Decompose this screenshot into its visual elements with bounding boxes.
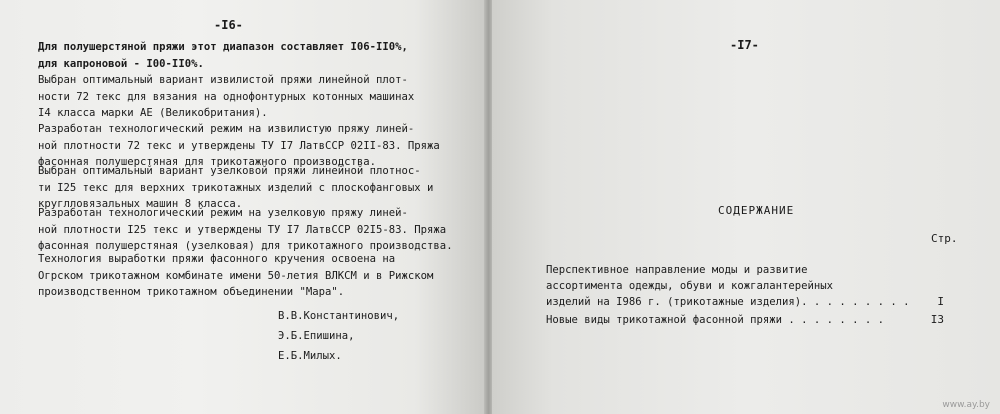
toc-entry-page: I: [937, 295, 944, 308]
toc-entry-text: Перспективное направление моды и развитие ассортимента одежды, обуви и кожгалантерейных изделий на I986 г. (трикотажные изделия). . . . . . . . .: [546, 264, 910, 308]
paragraph-6: Технология выработки пряжи фасонного кручения освоена на Огрском трикотажном комбинате имени 50-летия ВЛКСМ и в Рижском производственном трикотажном объединении "Мара".: [38, 253, 434, 298]
toc-entry-text: Новые виды трикотажной фасонной пряжи . . . . . . . .: [546, 314, 885, 326]
author-signatures: В.В.Константинович, Э.Б.Епишина, Е.Б.Милых.: [278, 310, 400, 362]
paragraph-1: Для полушерстяной пряжи этот диапазон составляет I06-II0%, для капроновой - I00-II0%.: [38, 41, 408, 70]
paragraph-4: Выбран оптимальный вариант узелковой пряжи линейной плотнос- ти I25 текс для верхних трикотажных изделий с плоскофанговых и круглловязальных машин 8 класса.: [38, 165, 434, 210]
left-page: [0, 0, 488, 414]
toc-entry-page: I3: [930, 313, 944, 326]
page-number-right: -I7-: [730, 38, 759, 52]
toc-entry: [546, 262, 996, 310]
toc-entry: [546, 312, 996, 328]
paragraph-2: Выбран оптимальный вариант извилистой пряжи линейной плот- ности 72 текс для вязания на однофонтурных котонных машинах I4 класса марки АЕ (Великобритания).: [38, 74, 415, 119]
watermark: www.ay.by: [942, 400, 990, 410]
toc-page-column-label: Стр.: [931, 232, 958, 245]
paragraph-3: Разработан технологический режим на извилистую пряжу линей- ной плотности 72 текс и утверждены ТУ I7 ЛатвССР 02II-83. Пряжа фасонная полушерстяная для трикотажного производства.: [38, 123, 440, 168]
page-number-left: -I6-: [214, 18, 243, 32]
toc-title: СОДЕРЖАНИЕ: [718, 204, 795, 217]
paragraph-5: Разработан технологический режим на узелковую пряжу линей- ной плотности I25 текс и утверждены ТУ I7 ЛатвССР 02I5-83. Пряжа фасонная полушерстяная (узелковая) для трикотажного производства.: [38, 207, 453, 252]
